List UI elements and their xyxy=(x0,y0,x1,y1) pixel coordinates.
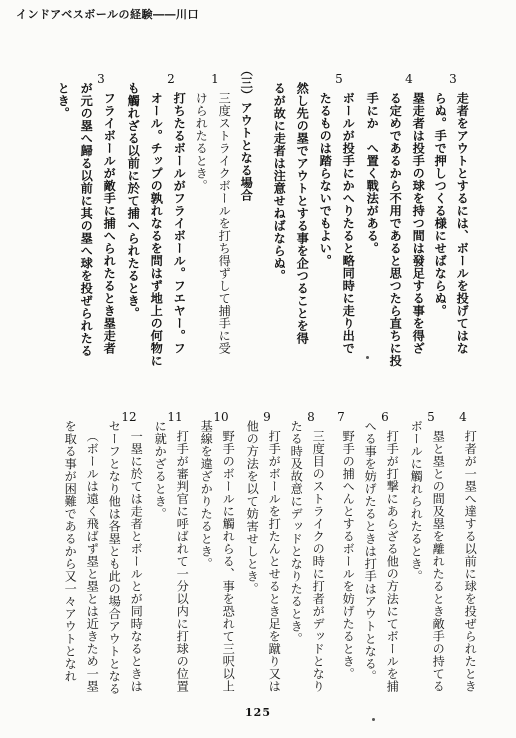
item-number: 6 xyxy=(381,410,389,424)
text-column: 野手のボールに觸れらる、事を恐れて三呎以上 xyxy=(221,430,236,693)
page-number: 125 xyxy=(245,706,271,719)
text-column: 塁と塁との間及塁を離れたるとき敵手の持てる xyxy=(431,430,446,693)
running-header: インドアベスボールの経験――川口 xyxy=(16,8,200,21)
item-number: 3 xyxy=(449,72,457,86)
item-number: 11 xyxy=(167,410,183,424)
item-number: 12 xyxy=(121,410,137,424)
item-number: 9 xyxy=(263,410,271,424)
item-number: 4 xyxy=(405,72,413,86)
text-column: たるものは踏らないでもよい。 xyxy=(318,92,333,267)
text-column: ボールに觸れられたるとき。 xyxy=(409,420,424,583)
text-column: 野手の捕へんとするボールを妨げたるとき。 xyxy=(341,430,356,680)
text-column: に就かざるとき。 xyxy=(153,420,168,520)
text-column: るが故に走者は注意せねばならぬ。 xyxy=(272,82,287,282)
text-column: オール。チップの孰れなるを問はず地上の何物に xyxy=(149,92,164,367)
item-number: 3 xyxy=(97,72,105,86)
text-column: フライボールが敵手に捕へられたるとき塁走者 xyxy=(102,92,117,355)
text-column: る定めであるから不用であると思つたら直ちに投 xyxy=(388,92,403,367)
text-column: たる時及故意にデッドとなりたるとき。 xyxy=(289,420,304,645)
text-column: 三度目のストライクの時に打者がデッドとなり xyxy=(311,430,326,693)
item-number: 5 xyxy=(427,410,435,424)
text-column: 塁走者は投手の球を持つ間は發足する事を得ざ xyxy=(411,92,426,355)
text-column: ボールが投手にかへりたると略同時に走り出で xyxy=(341,92,356,355)
text-column: 他の方法を以て妨害せしとき。 xyxy=(245,420,260,595)
text-column: 然し先の塁でアウトとする事を企つることを得 xyxy=(295,82,310,345)
item-number: 2 xyxy=(167,72,175,86)
text-column: 打ちたるボールがフライボール。フエヤー。フ xyxy=(172,92,187,355)
text-column: 手にか へ置く戰法がある。 xyxy=(365,92,380,255)
text-column: 三度ストライクボールを打ち得ずして捕手に受 xyxy=(217,92,232,355)
text-column: 基線を違ざかりたるとき。 xyxy=(199,420,214,570)
text-column: 打手が打撃にあらざる他の方法にてボールを捕 xyxy=(385,430,400,693)
text-column: へる事を妨げたるときは打手はアウトとなる。 xyxy=(363,420,378,683)
item-number: 5 xyxy=(335,72,343,86)
section-heading: （三）アウトとなる場合 xyxy=(239,64,254,202)
item-number: 8 xyxy=(307,410,315,424)
item-number: 4 xyxy=(459,410,467,424)
text-column: を取る事が困難であるから又一々アウトとなれ xyxy=(63,420,78,683)
print-speck xyxy=(366,356,369,359)
item-number: 10 xyxy=(213,410,229,424)
item-number: 7 xyxy=(337,410,345,424)
text-column: セーフとなり他は各塁とも此の場合アウトとなる xyxy=(107,420,122,695)
text-column: が元の塁へ歸る以前に其の塁へ球を投ぜられたる xyxy=(79,82,94,357)
text-column: 走者をアウトとするには、ボールを投げてはな xyxy=(455,92,470,355)
text-column: 一塁に於ては走者とボールとが同時なるときは xyxy=(129,430,144,693)
item-number: 1 xyxy=(211,72,219,86)
text-column: 打手がボールを打たんとせるとき足を蹴り又は xyxy=(267,430,282,693)
text-column: も觸れざる以前に於て捕へられたるとき。 xyxy=(126,82,141,320)
text-column: （ボールは遠く飛ばず塁と塁とは近きため一塁 xyxy=(85,430,100,693)
text-column: 打者が一塁へ達する以前に球を投ぜられたとき xyxy=(463,430,478,693)
text-column: らぬ。手で押しつくる様にせばならぬ。 xyxy=(433,92,448,317)
text-column: けられたるとき。 xyxy=(194,92,209,192)
text-column: とき。 xyxy=(56,82,71,120)
text-column: 打手が審判官に呼ばれて一分以内に打球の位置 xyxy=(175,430,190,693)
